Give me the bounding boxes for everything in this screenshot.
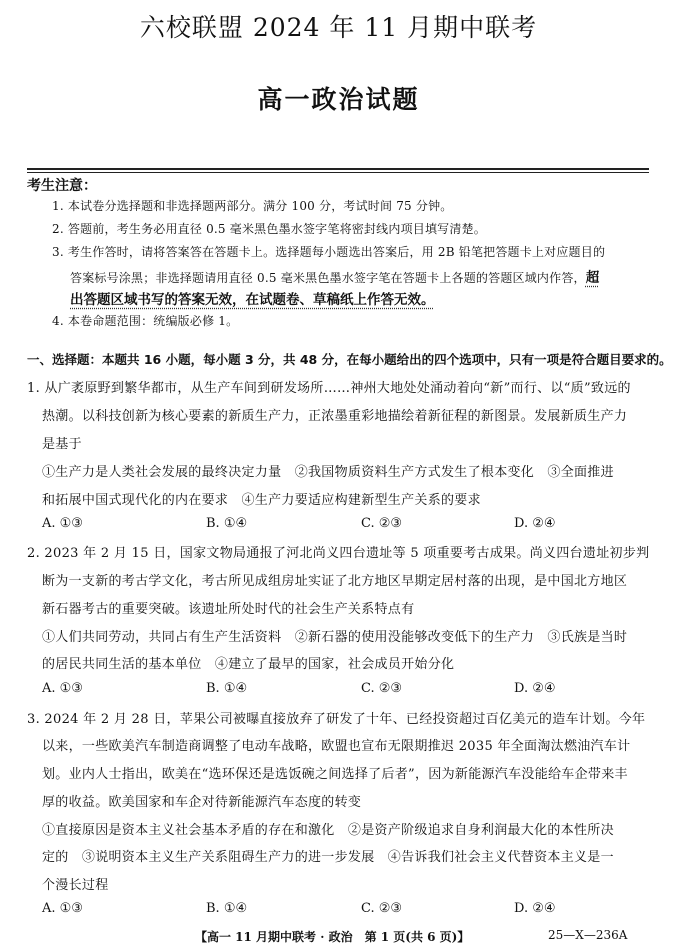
notice-item-3-line-2-text: 答案标号涂黑；非选择题请用直径 0.5 毫米黑色墨水签字笔在答题卡上各题的答题区域内作答， [70,271,586,285]
q3-option-d: D. ②④ [514,901,556,916]
notice-item-3-line-2 [70,266,599,286]
subject-title: 高一政治试题 [257,85,420,114]
q1-stem-line-2: 热潮。以科技创新为核心要素的新质生产力，正浓墨重彩地描绘着新征程的新图景。发展新质生产力 [42,409,628,424]
q2-stem-line-1: 2. 2023 年 2 月 15 日，国家文物局通报了河北尚义四台遗址等 5 项重要考古成果。尚义四台遗址初步判 [27,546,650,561]
divider-thin [27,172,649,173]
q2-statements-line-1: ①人们共同劳动，共同占有生产生活资料 ②新石器的使用没能够改变低下的生产力 ③氏族是当时 [42,630,628,645]
q2-stem-line-3: 新石器考古的重要突破。该遗址所处时代的社会生产关系特点有 [42,602,415,617]
q3-statements-line-3: 个漫长过程 [42,878,109,893]
q2-stem-line-2: 断为一支新的考古学文化，考古所见成组房址实证了北方地区早期定居村落的出现，是中国北方地区 [42,574,628,589]
q1-stem-line-3: 是基于 [42,437,82,452]
footer-page-info: 【高一 11 月期中联考 · 政治 第 1 页(共 6 页)】 [195,930,470,944]
q3-option-a: A. ①③ [42,901,83,916]
q2-statements-line-2: 的居民共同生活的基本单位 ④建立了最早的国家，社会成员开始分化 [42,657,455,672]
notice-item-3-line-1: 3. 考生作答时，请将答案答在答题卡上。选择题每小题选出答案后，用 2B 铅笔把答题卡上对应题目的 [52,245,606,259]
q2-option-d: D. ②④ [514,681,556,696]
q1-statements-line-2: 和拓展中国式现代化的内在要求 ④生产力要适应构建新型生产关系的要求 [42,493,481,508]
q1-statements-line-1: ①生产力是人类社会发展的最终决定力量 ②我国物质资料生产方式发生了根本变化 ③全面推进 [42,465,614,480]
q3-option-b: B. ①④ [206,901,248,916]
q3-stem-line-3: 划。业内人士指出，欧美在“选环保还是选饭碗之间选择了后者”，因为新能源汽车没能给车企带来丰 [42,767,628,782]
q2-option-c: C. ②③ [361,681,403,696]
notice-item-3-emphasis: 出答题区域书写的答案无效，在试题卷、草稿纸上作答无效。 [70,292,435,308]
notice-heading: 考生注意： [27,178,97,194]
q2-option-a: A. ①③ [42,681,83,696]
q3-stem-line-2: 以来，一些欧美汽车制造商调整了电动车战略，欧盟也宣布无限期推迟 2035 年全面淘汰燃油汽车计 [42,739,631,754]
q1-option-d: D. ②④ [514,516,556,531]
q1-option-c: C. ②③ [361,516,403,531]
notice-item-3-emphasis-start: 超 [585,270,600,286]
notice-item-2: 2. 答题前，考生务必用直径 0.5 毫米黑色墨水签字笔将密封线内项目填写清楚。 [52,222,486,236]
notice-item-4: 4. 本卷命题范围：统编版必修 1。 [52,314,239,328]
divider-thick [27,168,649,170]
exam-title: 六校联盟 2024 年 11 月期中联考 [139,13,538,42]
q3-statements-line-2: 定的 ③说明资本主义生产关系阻碍生产力的进一步发展 ④告诉我们社会主义代替资本主义是一 [42,850,614,865]
footer-code: 25—X—236A [548,928,628,942]
section-heading: 一、选择题：本题共 16 小题，每小题 3 分，共 48 分，在每小题给出的四个选项中，只有一项是符合题目要求的。 [27,352,672,367]
q3-statements-line-1: ①直接原因是资本主义社会基本矛盾的存在和激化 ②是资产阶级追求自身利润最大化的本性所决 [42,823,614,838]
q3-stem-line-4: 厚的收益。欧美国家和车企对待新能源汽车态度的转变 [42,795,362,810]
q3-stem-line-1: 3. 2024 年 2 月 28 日，苹果公司被曝直接放弃了研发了十年、已经投资超过百亿美元的造车计划。今年 [27,712,646,727]
q1-option-b: B. ①④ [206,516,248,531]
q1-stem-line-1: 1. 从广袤原野到繁华都市，从生产车间到研发场所……神州大地处处涌动着向“新”而行、以“质”致远的 [27,381,631,396]
q1-option-a: A. ①③ [42,516,83,531]
notice-item-1: 1. 本试卷分选择题和非选择题两部分。满分 100 分，考试时间 75 分钟。 [52,199,453,213]
q2-option-b: B. ①④ [206,681,248,696]
q3-option-c: C. ②③ [361,901,403,916]
